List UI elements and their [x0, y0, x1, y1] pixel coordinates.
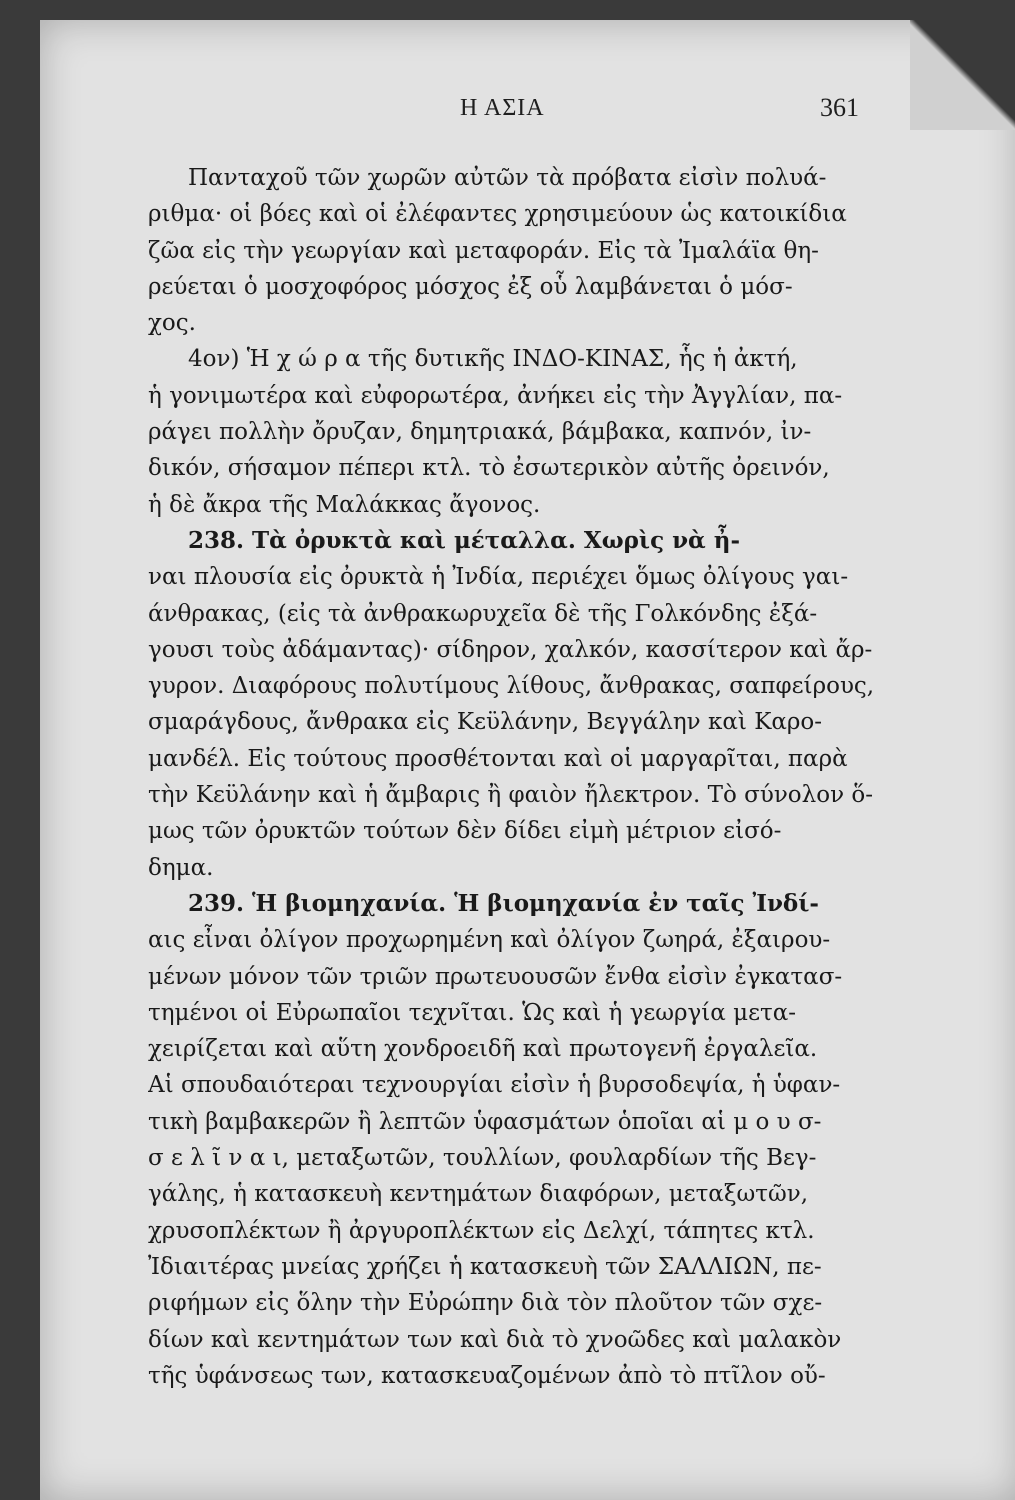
text-line: δικόν, σήσαμον πέπερι κτλ. τὸ ἐσωτερικὸν αὐτῆς ὀρεινόν,	[148, 455, 830, 482]
section-heading-238: 238. Τὰ ὀρυκτὰ καὶ μέταλλα. Χωρὶς νὰ ἦ-	[188, 526, 741, 554]
running-header	[40, 95, 1015, 135]
text-line: άνθρακας, (εἰς τὰ ἀνθρακωρυχεῖα δὲ τῆς Γολκόνδης ἐξά-	[148, 600, 818, 627]
text-line: ρεύεται ὁ μοσχοφόρος μόσχος ἐξ οὗ λαμβάνεται ὁ μόσ-	[148, 273, 793, 300]
text-line: ἡ δὲ ἄκρα τῆς Μαλάκκας ἄγονος.	[148, 491, 541, 518]
header-title: Η ΑΣΙΑ	[460, 95, 545, 121]
text-line: σμαράγδους, ἄνθρακα εἰς Κεϋλάνην, Βεγγάλην καὶ Καρο-	[148, 709, 823, 736]
text-line: γάλης, ἡ κατασκευὴ κεντημάτων διαφόρων, μεταξωτῶν,	[148, 1181, 809, 1208]
text-line: χος.	[148, 310, 196, 337]
text-line: ριφήμων εἰς ὅλην τὴν Εὐρώπην διὰ τὸν πλοῦτον τῶν σχε-	[148, 1290, 823, 1317]
text-line: χειρίζεται καὶ αὕτη χονδροειδῆ καὶ πρωτογενῆ ἐργαλεῖα.	[148, 1036, 818, 1063]
text-line: δημα.	[148, 854, 214, 881]
text-line: μως τῶν ὀρυκτῶν τούτων δὲν δίδει εἰμὴ μέτριον εἰσό-	[148, 818, 782, 845]
text-line: τημένοι οἱ Εὐρωπαῖοι τεχνῖται. Ὡς καὶ ἡ γεωργία μετα-	[148, 999, 797, 1026]
text-line: ράγει πολλὴν ὄρυζαν, δημητριακά, βάμβακα, καπνόν, ἰν-	[148, 419, 812, 446]
text-line: ναι πλουσία εἰς ὀρυκτὰ ἡ Ἰνδία, περιέχει ὅμως ὀλίγους γαι-	[148, 564, 849, 591]
text-line: δίων καὶ κεντημάτων των καὶ διὰ τὸ χνοῶδες καὶ μαλακὸν	[148, 1326, 842, 1353]
text-line: σ ε λ ῖ ν α ι, μεταξωτῶν, τουλλίων, φουλαρδίων τῆς Βεγ-	[148, 1145, 817, 1172]
text-line: γυρον. Διαφόρους πολυτίμους λίθους, ἄνθρακας, σαπφείρους,	[148, 673, 875, 700]
text-line: αις εἶναι ὀλίγον προχωρημένη καὶ ὀλίγον ζωηρά, ἐξαιρου-	[148, 927, 831, 954]
text-line: Ἰδιαιτέρας μνείας χρήζει ἡ κατασκευὴ τῶν ΣΑΛΛΙΩΝ, πε-	[148, 1253, 822, 1280]
page-number: 361	[820, 93, 859, 122]
body-text	[148, 160, 938, 1394]
text-line: ριθμα· οἱ βόες καὶ οἱ ἐλέφαντες χρησιμεύουν ὡς κατοικίδια	[148, 201, 847, 228]
text-line: ἡ γονιμωτέρα καὶ εὐφορωτέρα, ἀνήκει εἰς τὴν Ἀγγλίαν, πα-	[148, 382, 843, 409]
text-line: χρυσοπλέκτων ἢ ἀργυροπλέκτων εἰς Δελχί, τάπητες κτλ.	[148, 1217, 815, 1244]
text-line: μανδέλ. Εἰς τούτους προσθέτονται καὶ οἱ μαργαρῖται, παρὰ	[148, 745, 848, 772]
text-line: τῆς ὑφάνσεως των, κατασκευαζομένων ἀπὸ τὸ πτῖλον οὔ-	[148, 1362, 826, 1389]
text-line: τικὴ βαμβακερῶν ἢ λεπτῶν ὑφασμάτων ὁποῖαι αἱ μ ο υ σ-	[148, 1108, 822, 1135]
text-line: γουσι τοὺς ἀδάμαντας)· σίδηρον, χαλκόν, κασσίτερον καὶ ἄρ-	[148, 636, 873, 663]
text-line: ζῶα εἰς τὴν γεωργίαν καὶ μεταφοράν. Εἰς τὰ Ἰμαλάϊα θη-	[148, 237, 819, 264]
text-line: τὴν Κεϋλάνην καὶ ἡ ἄμβαρις ἢ φαιὸν ἤλεκτρον. Τὸ σύνολον ὅ-	[148, 782, 873, 809]
text-line: μένων μόνον τῶν τριῶν πρωτευουσῶν ἔνθα εἰσὶν ἐγκατασ-	[148, 963, 843, 990]
text-line: 4ον) Ἡ χ ώ ρ α τῆς δυτικῆς ΙΝΔΟ-ΚΙΝΑΣ, ἧς ἡ ἀκτή,	[188, 346, 798, 373]
text-line: Πανταχοῦ τῶν χωρῶν αὐτῶν τὰ πρόβατα εἰσὶν πολυά-	[188, 165, 827, 191]
book-page	[40, 20, 1015, 1500]
text-line: Αἱ σπουδαιότεραι τεχνουργίαι εἰσὶν ἡ βυρσοδεψία, ἡ ὑφαν-	[148, 1072, 841, 1099]
section-heading-239: 239. Ἡ βιομηχανία. Ἡ βιομηχανία ἐν ταῖς Ἰνδί-	[188, 889, 819, 917]
